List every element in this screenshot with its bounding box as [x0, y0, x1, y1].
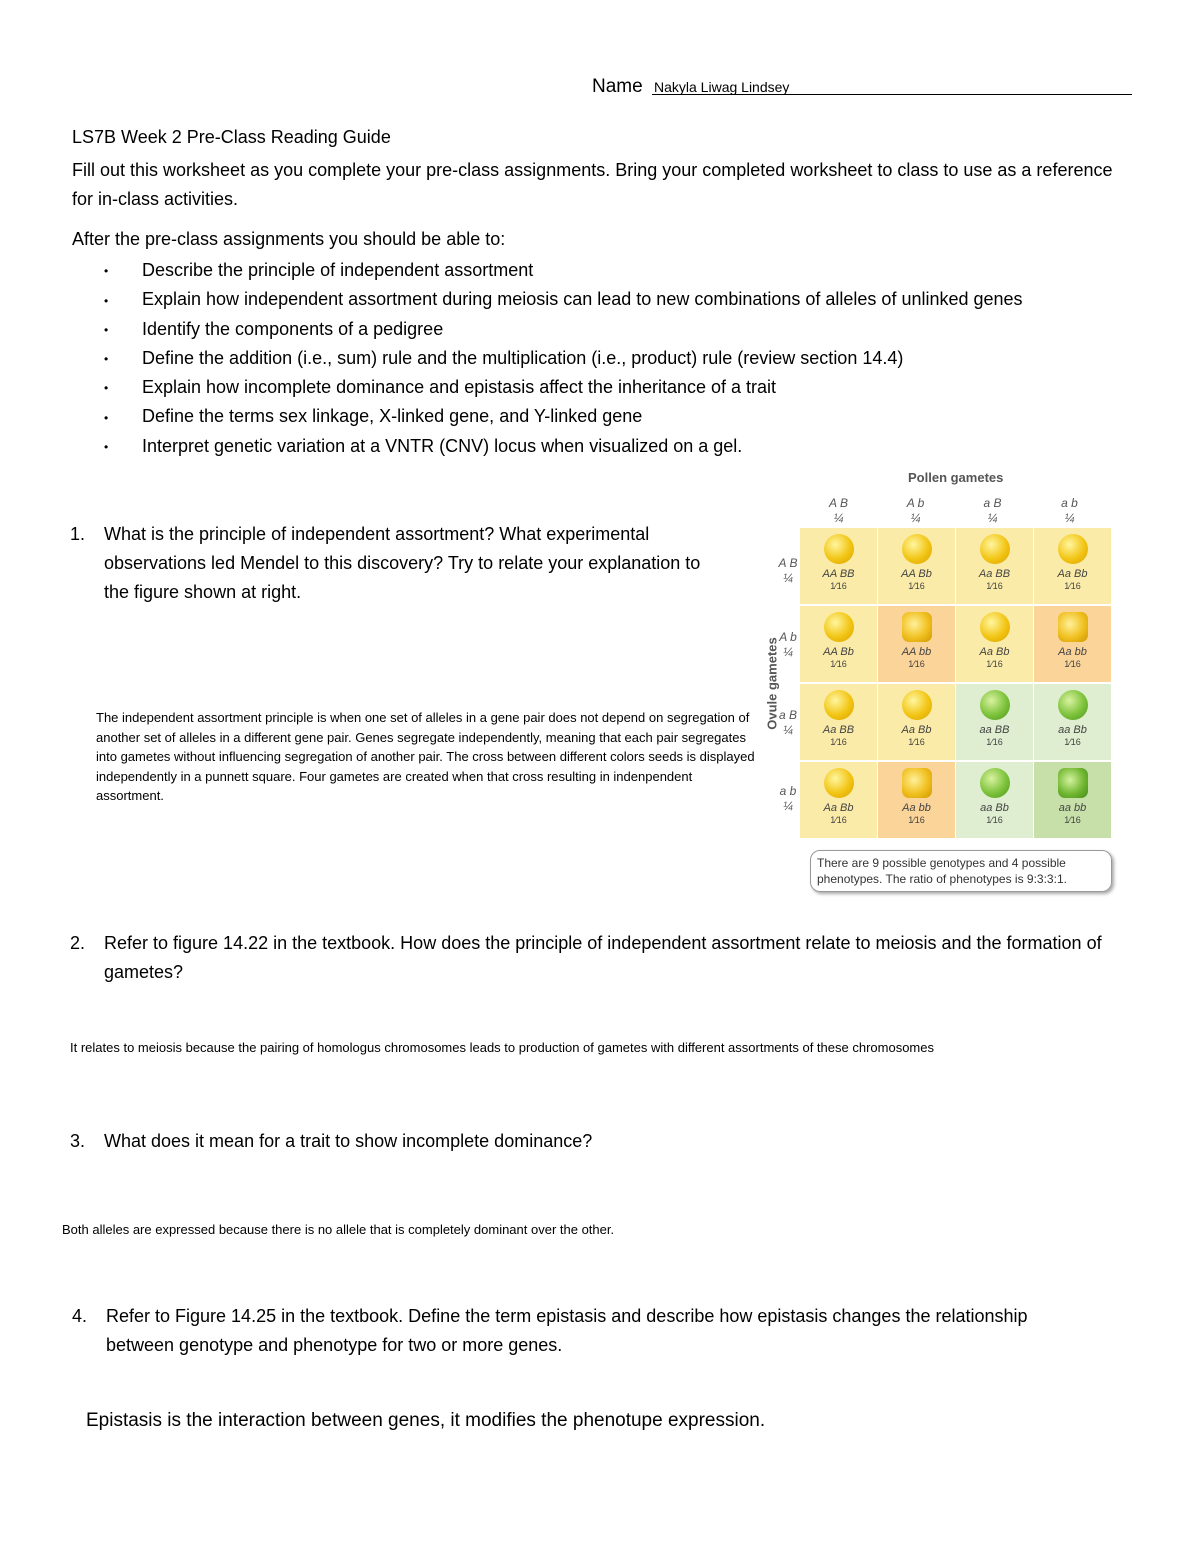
- punnett-cell: [878, 606, 955, 682]
- list-item: [104, 432, 1023, 461]
- genotype-label: Aa Bb: [979, 646, 1010, 658]
- question-text: What is the principle of independent assortment? What experimental observations led Mendel to this discovery? Try to relate your explanation to the figure shown at right.: [104, 524, 701, 602]
- name-underline: [652, 94, 1132, 95]
- question-2: [70, 929, 1150, 989]
- gamete-label: a b: [1061, 496, 1078, 510]
- genotype-fraction: 1⁄16: [908, 815, 925, 825]
- genotype-fraction: 1⁄16: [1064, 659, 1081, 669]
- gamete-fraction: ¼: [833, 511, 844, 525]
- question-4: [72, 1302, 1072, 1362]
- punnett-cell: [956, 684, 1033, 760]
- question-1: [70, 520, 720, 610]
- genotype-label: aa Bb: [980, 802, 1009, 814]
- genotype-label: Aa bb: [902, 802, 931, 814]
- punnett-cell: [956, 762, 1033, 838]
- column-header: [954, 496, 1031, 526]
- intro-text: Fill out this worksheet as you complete your pre-class assignments. Bring your completed worksheet to class to use as a reference for in-class activities.: [72, 160, 1113, 209]
- pea-green-round-icon: [1058, 690, 1088, 720]
- name-label: Name: [592, 76, 643, 97]
- pollen-gametes-label: Pollen gametes: [908, 470, 1004, 485]
- answer-4: Epistasis is the interaction between genes, it modifies the phenotupe expression.: [86, 1410, 766, 1431]
- objective-text: Define the terms sex linkage, X-linked gene, and Y-linked gene: [142, 406, 643, 427]
- genotype-fraction: 1⁄16: [830, 581, 847, 591]
- genotype-fraction: 1⁄16: [830, 659, 847, 669]
- worksheet-title: LS7B Week 2 Pre-Class Reading Guide: [72, 127, 391, 147]
- punnett-cell: [956, 606, 1033, 682]
- pea-yellow-round-icon: [980, 534, 1010, 564]
- genotype-fraction: 1⁄16: [986, 659, 1003, 669]
- genotype-fraction: 1⁄16: [830, 737, 847, 747]
- objective-text: Interpret genetic variation at a VNTR (CNV) locus when visualized on a gel.: [142, 435, 743, 456]
- objective-text: Explain how independent assortment during meiosis can lead to new combinations of alleles of unlinked genes: [142, 289, 1023, 310]
- pea-yellow-round-icon: [902, 690, 932, 720]
- punnett-square-figure: [748, 468, 1120, 898]
- genotype-label: Aa BB: [822, 724, 855, 736]
- objective-text: Explain how incomplete dominance and epistasis affect the inheritance of a trait: [142, 377, 777, 397]
- bullet-icon: •: [104, 322, 109, 337]
- objective-text: Define the addition (i.e., sum) rule and the multiplication (i.e., product) rule (review section 14.4): [142, 347, 904, 368]
- genotype-label: aa bb: [1058, 802, 1087, 814]
- pea-yellow-wrinkled-icon: [902, 768, 932, 798]
- question-number: 1.: [70, 524, 86, 544]
- pea-yellow-round-icon: [824, 534, 854, 564]
- pea-yellow-wrinkled-icon: [1058, 612, 1088, 642]
- list-item: [104, 373, 1023, 402]
- punnett-cell: [800, 684, 877, 760]
- gamete-fraction: ¼: [987, 511, 998, 525]
- genotype-label: AA bb: [901, 646, 932, 658]
- question-number: 2.: [70, 933, 86, 953]
- punnett-cell: [800, 528, 877, 604]
- punnett-cell: [1034, 606, 1111, 682]
- punnett-cell: [956, 528, 1033, 604]
- punnett-cell: [1034, 762, 1111, 838]
- punnett-cell: [878, 684, 955, 760]
- pea-yellow-round-icon: [824, 768, 854, 798]
- answer-2: It relates to meiosis because the pairing of homologus chromosomes leads to production of gametes with different assortments of these chromosomes: [70, 1040, 934, 1055]
- bullet-icon: •: [104, 264, 109, 279]
- question-number: 4.: [72, 1306, 88, 1326]
- genotype-label: Aa Bb: [901, 724, 932, 736]
- genotype-fraction: 1⁄16: [986, 581, 1003, 591]
- genotype-fraction: 1⁄16: [830, 815, 847, 825]
- genotype-label: AA Bb: [901, 568, 932, 580]
- genotype-label: Aa Bb: [1057, 568, 1088, 580]
- genotype-label: Aa Bb: [823, 802, 854, 814]
- objectives-list: [104, 256, 1023, 461]
- gamete-fraction: ¼: [782, 723, 793, 737]
- question-3: [70, 1127, 870, 1157]
- genotype-fraction: 1⁄16: [908, 737, 925, 747]
- column-header: [800, 496, 877, 526]
- genotype-fraction: 1⁄16: [1064, 581, 1081, 591]
- bullet-icon: •: [104, 410, 109, 425]
- question-text: What does it mean for a trait to show incomplete dominance?: [104, 1131, 593, 1151]
- punnett-cell: [1034, 528, 1111, 604]
- column-header: [1031, 496, 1108, 526]
- bullet-icon: •: [104, 381, 109, 396]
- answer-1: The independent assortment principle is when one set of alleles in a gene pair does not depend on segregation of another set of alleles in a different gene pair. Genes segregate independently, meaning that each pair segregates into gametes without influencing segregation of another pair. The cross between different colors seeds is displayed independently in a punnett square. Four gametes are created when that cross resulting in indenpendent assortment.: [96, 710, 755, 803]
- pea-yellow-round-icon: [902, 534, 932, 564]
- punnett-cell: [878, 762, 955, 838]
- genotype-fraction: 1⁄16: [986, 737, 1003, 747]
- objectives-heading: After the pre-class assignments you should be able to:: [72, 229, 506, 249]
- genotype-label: aa Bb: [1058, 724, 1087, 736]
- ovule-gametes-label: Ovule gametes: [764, 637, 780, 730]
- name-line: [592, 74, 1132, 98]
- punnett-cell: [800, 606, 877, 682]
- gamete-fraction: ¼: [910, 511, 921, 525]
- bullet-icon: •: [104, 293, 109, 308]
- bullet-icon: •: [104, 352, 109, 366]
- genotype-label: Aa BB: [978, 568, 1011, 580]
- genotype-fraction: 1⁄16: [908, 581, 925, 591]
- question-number: 3.: [70, 1131, 86, 1151]
- gamete-fraction: ¼: [782, 571, 793, 585]
- pea-yellow-round-icon: [824, 612, 854, 642]
- bullet-icon: •: [104, 439, 109, 454]
- gamete-label: a b: [779, 784, 797, 798]
- list-item: [104, 315, 1023, 344]
- genotype-label: aa BB: [979, 724, 1010, 736]
- figure-note: There are 9 possible genotypes and 4 possible phenotypes. The ratio of phenotypes is 9:3:3:1.: [810, 850, 1112, 892]
- list-item: [104, 402, 1023, 431]
- name-value: Nakyla Liwag Lindsey: [654, 79, 790, 95]
- list-item: [104, 256, 1023, 285]
- genotype-fraction: 1⁄16: [1064, 737, 1081, 747]
- column-header: [877, 496, 954, 526]
- answer-3: Both alleles are expressed because there is no allele that is completely dominant over the other.: [62, 1222, 615, 1237]
- pea-yellow-wrinkled-icon: [902, 612, 932, 642]
- gamete-fraction: ¼: [782, 645, 793, 659]
- gamete-fraction: ¼: [782, 799, 793, 813]
- gamete-label: a B: [983, 496, 1002, 510]
- punnett-cell: [1034, 684, 1111, 760]
- genotype-label: Aa bb: [1058, 646, 1087, 658]
- pea-yellow-round-icon: [980, 612, 1010, 642]
- pea-yellow-round-icon: [824, 690, 854, 720]
- pea-green-wrinkled-icon: [1058, 768, 1088, 798]
- gamete-label: A b: [906, 496, 925, 510]
- punnett-cell: [800, 762, 877, 838]
- genotype-label: AA Bb: [823, 646, 854, 658]
- pea-yellow-round-icon: [1058, 534, 1088, 564]
- genotype-fraction: 1⁄16: [908, 659, 925, 669]
- gamete-fraction: ¼: [1064, 511, 1075, 525]
- genotype-label: AA BB: [822, 568, 855, 580]
- question-text: Refer to Figure 14.25 in the textbook. Define the term epistasis and describe how epistasis changes the relationship between genotype and phenotype for two or more genes.: [106, 1306, 1028, 1355]
- list-item: [104, 285, 1023, 314]
- objective-text: Identify the components of a pedigree: [142, 318, 444, 339]
- question-text: Refer to figure 14.22 in the textbook. How does the principle of independent assortment relate to meiosis and the formation of gametes?: [104, 933, 1102, 982]
- pea-green-round-icon: [980, 690, 1010, 720]
- genotype-fraction: 1⁄16: [1064, 815, 1081, 825]
- gamete-label: A B: [778, 556, 798, 570]
- genotype-fraction: 1⁄16: [986, 815, 1003, 825]
- gamete-label: A b: [779, 630, 797, 644]
- gamete-label: A B: [829, 496, 848, 510]
- objective-text: Describe the principle of independent assortment: [142, 260, 534, 280]
- list-item: [104, 344, 1023, 373]
- gamete-label: a B: [778, 708, 797, 722]
- punnett-cell: [878, 528, 955, 604]
- pea-green-round-icon: [980, 768, 1010, 798]
